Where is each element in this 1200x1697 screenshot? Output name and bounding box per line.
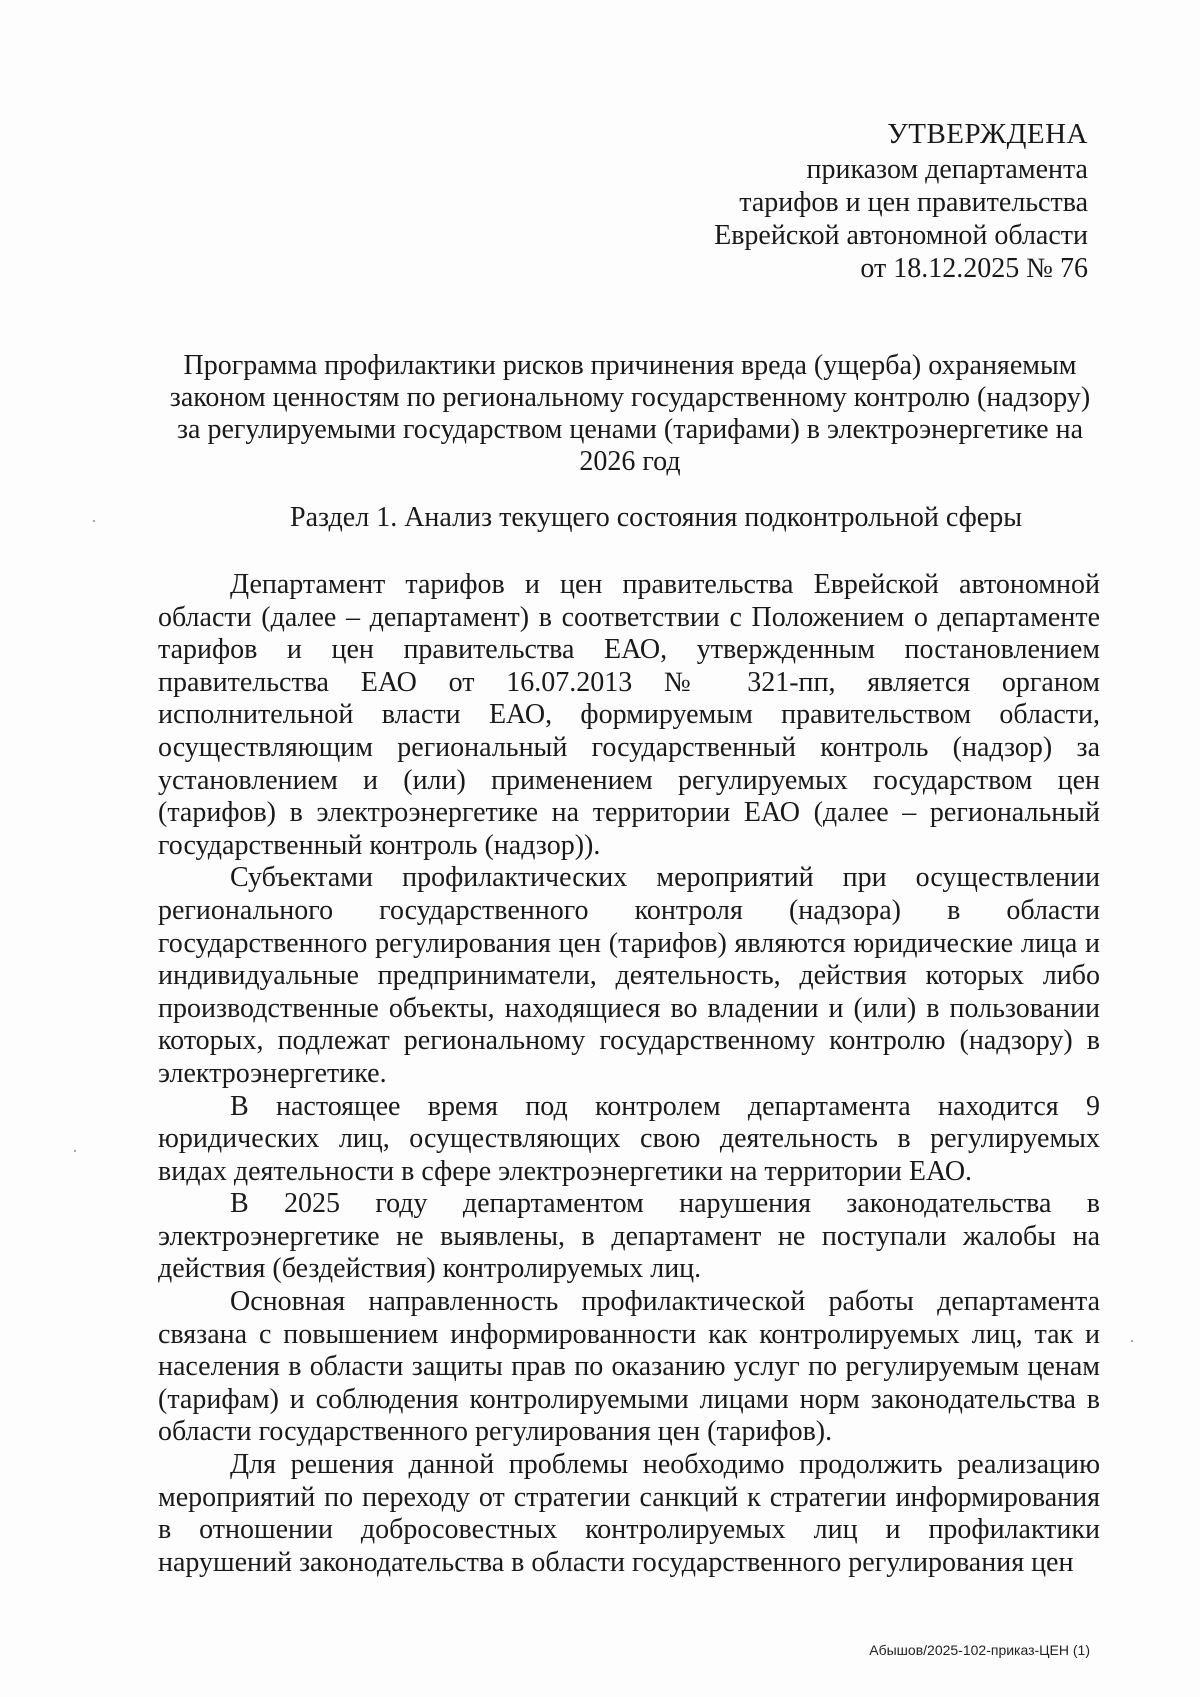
body-paragraph: В 2025 году департаментом нарушения законодательства в электроэнергетике не выявлены, в департамент не поступали жалобы на действия (бездействия) контролируемых лиц. bbox=[158, 1188, 1100, 1285]
approval-line-order: приказом департамента bbox=[806, 154, 1088, 185]
approval-line-date-number: от 18.12.2025 № 76 bbox=[860, 253, 1088, 284]
section-title: Раздел 1. Анализ текущего состояния подконтрольной сферы bbox=[290, 502, 1023, 533]
document-reference-code: Абышов/2025-102-приказ-ЦЕН (1) bbox=[869, 1642, 1090, 1658]
program-title: Программа профилактики рисков причинения вреда (ущерба) охраняемым законом ценностям по региональному государственному контролю (надзору) за регулируемыми государством ценами (тарифами) в электроэнергетике на 2026 год bbox=[169, 350, 1091, 477]
approval-stamp bbox=[568, 118, 1088, 285]
scan-speck bbox=[74, 1150, 76, 1152]
body-paragraph: Для решения данной проблемы необходимо продолжить реализацию мероприятий по переходу от стратегии санкций к стратегии информирования в отношении добросовестных контролируемых лиц и профилактики нарушений законодательства в области государственного регулирования цен bbox=[158, 1449, 1100, 1578]
approval-title: УТВЕРЖДЕНА bbox=[887, 118, 1088, 150]
body-paragraph: Основная направленность профилактической работы департамента связана с повышением информированности как контролируемых лиц, так и населения в области защиты прав по оказанию услуг по регулируемым ценам (тарифам) и соблюдения контролируемыми лицами норм законодательства в области государственного регулирования цен (тарифов). bbox=[158, 1286, 1100, 1448]
scan-speck bbox=[93, 520, 95, 522]
approval-line-department: тарифов и цен правительства bbox=[739, 187, 1088, 218]
body-paragraph: Департамент тарифов и цен правительства Еврейской автономной области (далее – департамент) в соответствии с Положением о департаменте тарифов и цен правительства ЕАО, утвержденным постановлением правительства ЕАО от 16.07.2013 № 321-пп, является органом исполнительной власти ЕАО, формируемым правительством области, осуществляющим региональный государственный контроль (надзор) за установлением и (или) применением регулируемых государством цен (тарифов) в электроэнергетике на территории ЕАО (далее – региональный государственный контроль (надзор)). bbox=[158, 569, 1100, 861]
body-paragraph: Субъектами профилактических мероприятий при осуществлении регионального государственного контроля (надзора) в области государственного регулирования цен (тарифов) являются юридические лица и индивидуальные предприниматели, деятельность, действия которых либо производственные объекты, находящиеся во владении и (или) в пользовании которых, подлежат региональному государственному контролю (надзору) в электроэнергетике. bbox=[158, 862, 1100, 1089]
scan-speck bbox=[1131, 1340, 1133, 1342]
body-paragraph: В настоящее время под контролем департамента находится 9 юридических лиц, осуществляющих свою деятельность в регулируемых видах деятельности в сфере электроэнергетики на территории ЕАО. bbox=[158, 1090, 1100, 1187]
approval-line-region: Еврейской автономной области bbox=[714, 220, 1088, 251]
document-body bbox=[158, 569, 1100, 1579]
